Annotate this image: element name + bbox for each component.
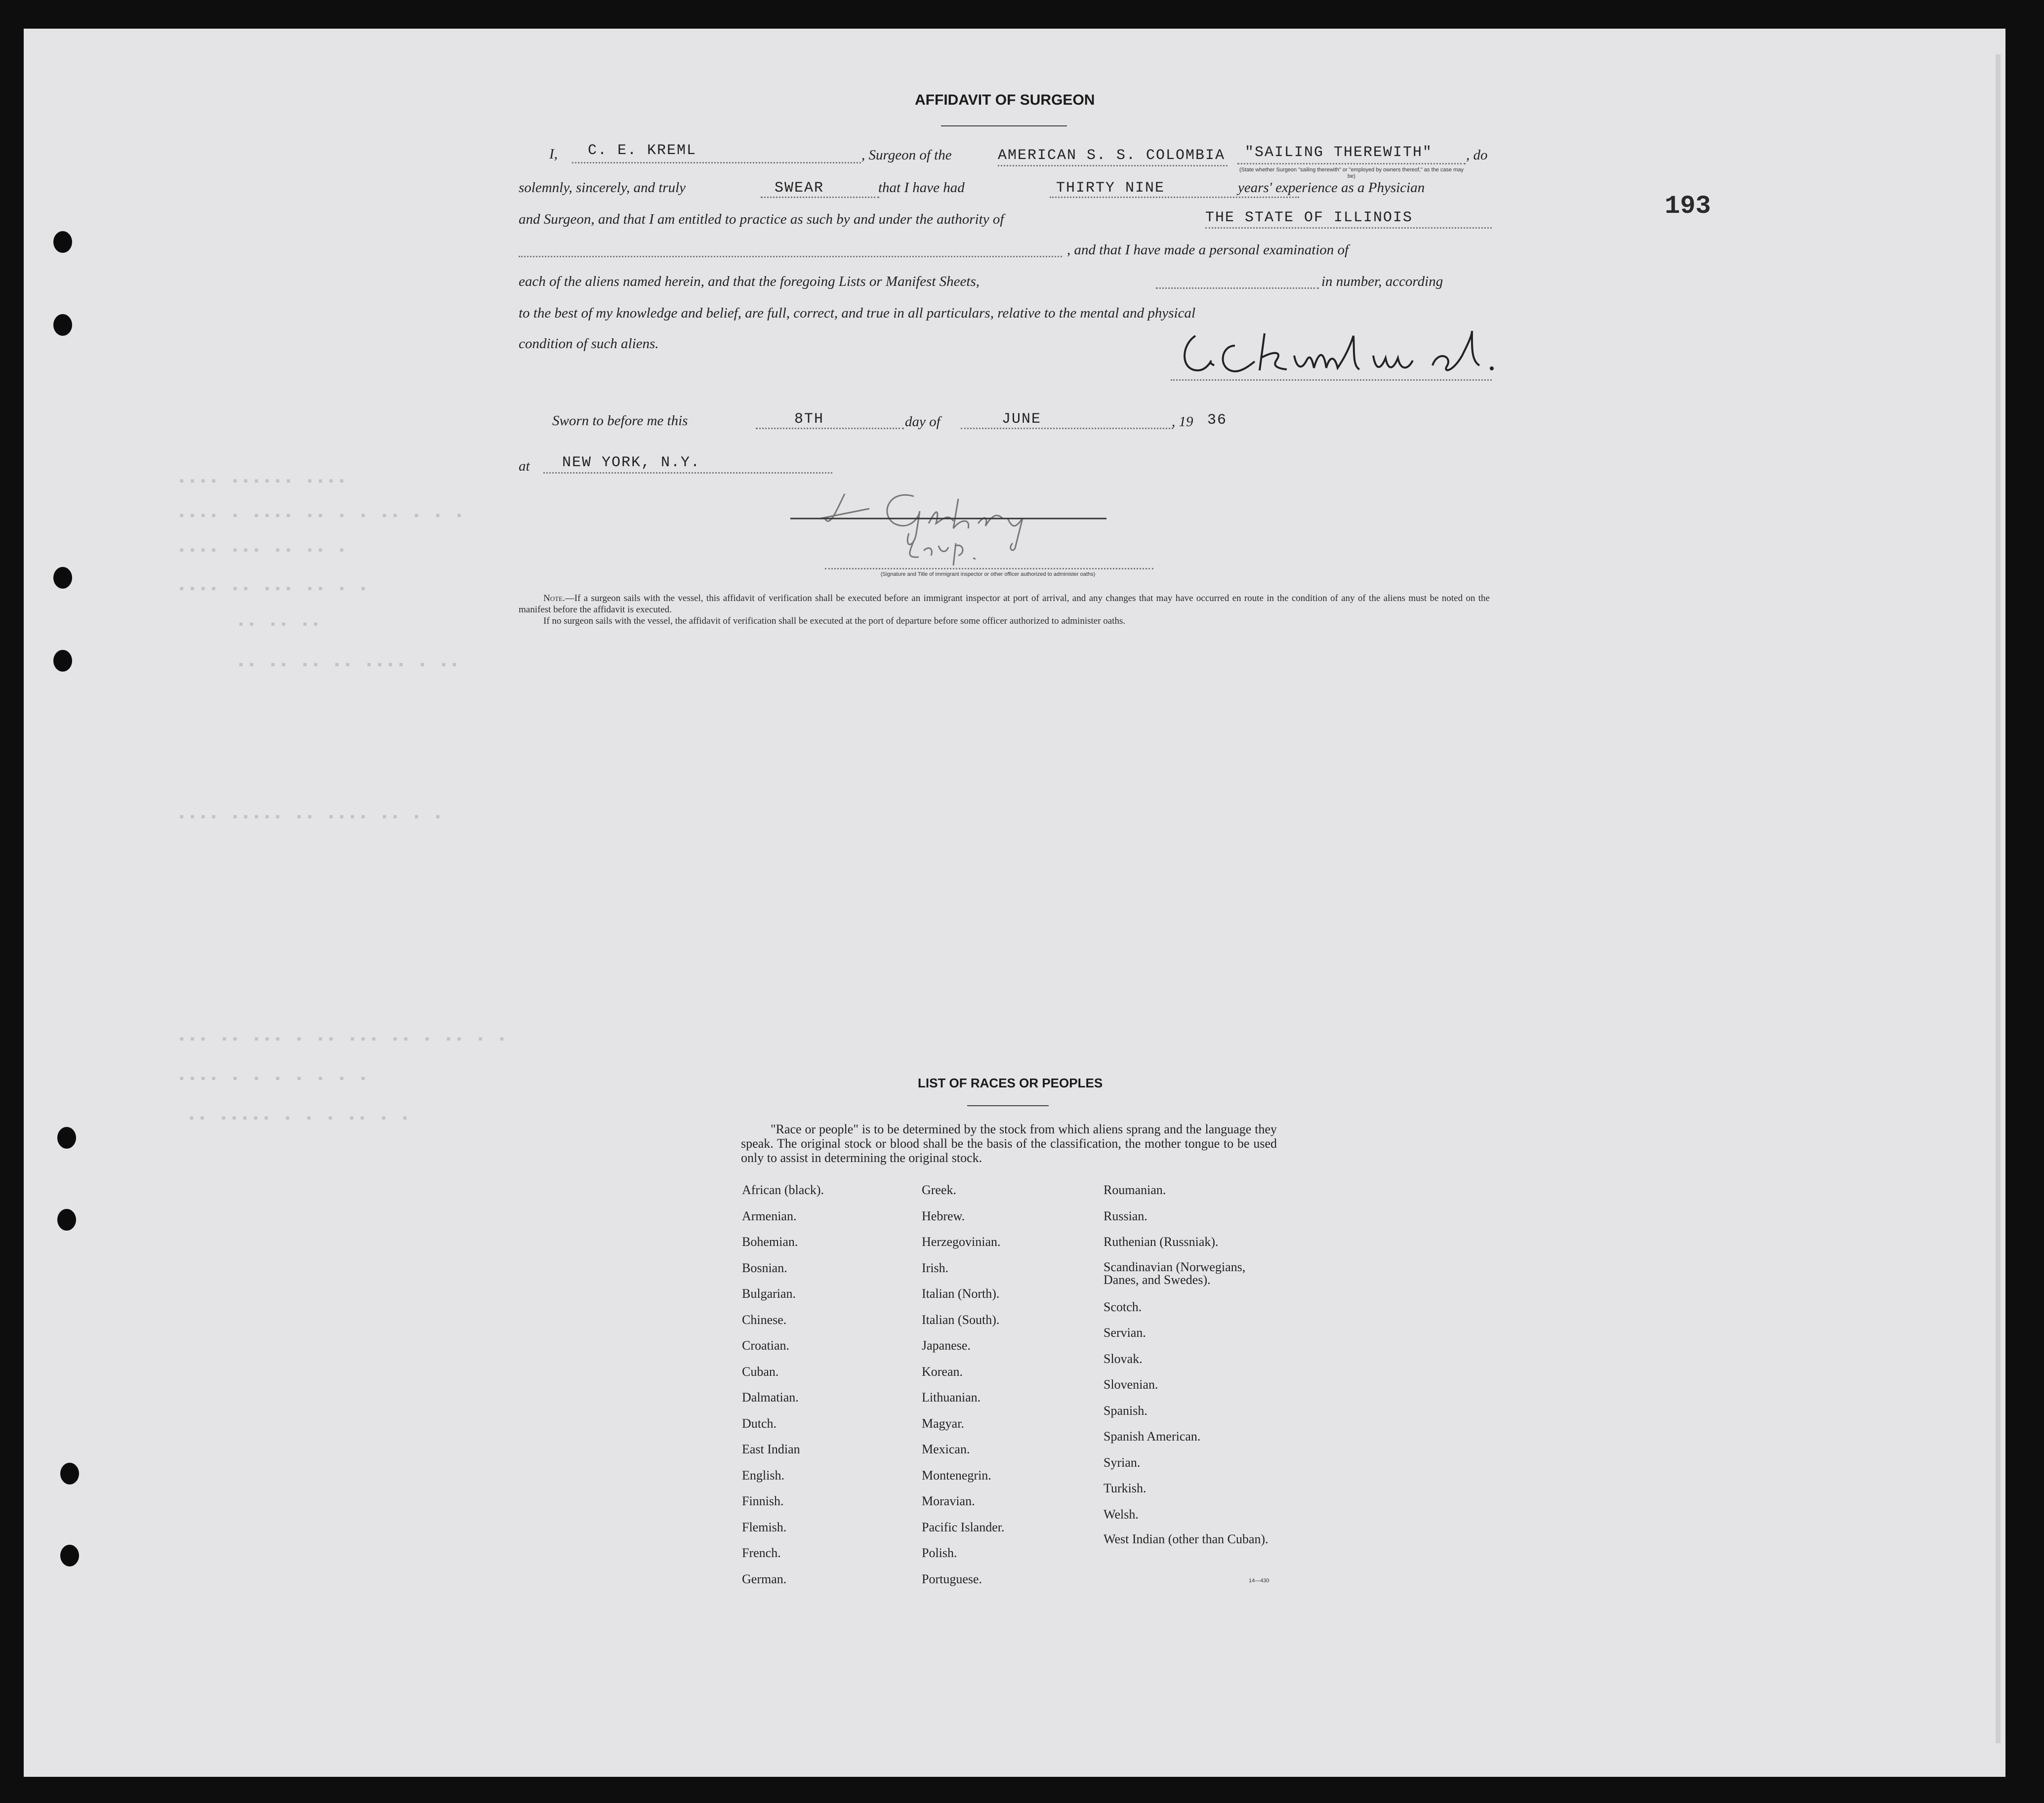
sworn-month: JUNE (1002, 411, 1042, 428)
binder-hole (53, 314, 72, 336)
affidavit-text: that I have had (878, 180, 965, 196)
fill-line (572, 162, 861, 163)
affidavit-text: in number, according (1321, 274, 1443, 289)
race-entry: Bulgarian. (742, 1286, 796, 1301)
race-entry: Croatian. (742, 1338, 790, 1353)
race-entry: East Indian (742, 1442, 800, 1456)
race-entry: Dalmatian. (742, 1390, 799, 1404)
bleed-through-text: ▪▪ ▪▪ ▪▪ ▪▪ ▪▪▪▪ ▪ ▪▪ (237, 658, 461, 673)
race-entry: Russian. (1104, 1208, 1147, 1223)
race-entry: Chinese. (742, 1312, 787, 1327)
fill-line (998, 165, 1227, 166)
race-entry: English. (742, 1468, 784, 1482)
affidavit-text: , do (1466, 147, 1488, 163)
fill-line (1156, 287, 1319, 289)
race-entry: Servian. (1104, 1325, 1146, 1340)
race-entry: Armenian. (742, 1208, 797, 1223)
note-label: Note. (543, 593, 565, 603)
affidavit-text: condition of such aliens. (519, 336, 659, 352)
binder-hole (53, 231, 72, 253)
manifest-sheet (24, 29, 2005, 1777)
race-entry: Spanish. (1104, 1403, 1147, 1418)
sworn-day: 8TH (794, 411, 824, 428)
race-entry: Dutch. (742, 1416, 777, 1431)
race-entry: Welsh. (1104, 1507, 1139, 1522)
affidavit-text: to the best of my knowledge and belief, are full, correct, and true in all particulars, relative to the mental and physical (519, 305, 1196, 321)
sworn-text: Sworn to before me this (552, 413, 688, 429)
affidavit-title: AFFIDAVIT OF SURGEON (915, 92, 1095, 108)
race-entry: Irish. (922, 1260, 949, 1275)
race-entry: Greek. (922, 1183, 957, 1197)
fill-line (1205, 227, 1492, 229)
page-number: 193 (1665, 192, 1711, 221)
fill-line (519, 256, 1062, 257)
oath-type: SWEAR (775, 180, 824, 197)
binder-hole (53, 567, 72, 589)
race-entry: Ruthenian (Russniak). (1104, 1235, 1219, 1249)
affidavit-note (519, 593, 1490, 627)
race-entry: Japanese. (922, 1338, 971, 1353)
races-intro: "Race or people" is to be determined by the stock from which aliens sprang and the language they speak. The original stock or blood shall be the basis of the classification, the mother tongue to be used only to assist in determining the original stock. (741, 1122, 1277, 1165)
fill-line (1237, 163, 1466, 164)
races-column-3 (1104, 1183, 1281, 1572)
race-entry: Magyar. (922, 1416, 964, 1431)
race-entry: Italian (North). (922, 1286, 1000, 1301)
bleed-through-text: ▪▪ ▪▪ ▪▪ (237, 617, 323, 632)
race-entry: Roumanian. (1104, 1183, 1166, 1197)
inspector-signature (790, 484, 1106, 568)
signature-line (1171, 379, 1492, 381)
races-column-1 (742, 1183, 824, 1598)
affidavit-text: years' experience as a Physician (1238, 180, 1425, 196)
race-entry: Portuguese. (922, 1571, 982, 1586)
race-entry: Scandinavian (Norwegians, Danes, and Swedes). (1104, 1259, 1246, 1287)
fill-line (961, 428, 1173, 429)
affidavit-text: , and that I have made a personal examination of (1067, 242, 1349, 258)
bleed-through-text: ▪▪▪▪ ▪▪▪▪▪ ▪▪ ▪▪▪▪ ▪▪ ▪ ▪ (178, 810, 445, 825)
bleed-through-text: ▪▪▪▪ ▪ ▪ ▪ ▪ ▪ ▪ ▪ (178, 1072, 370, 1086)
sworn-text: day of (905, 414, 940, 430)
note-text-1: —If a surgeon sails with the vessel, this affidavit of verification shall be executed before an immigrant inspector at port of arrival, and any changes that may have occurred en route in the condition of any of the aliens must be noted on the manifest before the affidavit is executed. (519, 593, 1490, 615)
race-entry: Slovenian. (1104, 1377, 1158, 1392)
race-entry: Herzegovinian. (922, 1235, 1001, 1249)
bleed-through-text: ▪▪▪▪ ▪▪▪▪▪▪ ▪▪▪▪ (178, 474, 349, 489)
bleed-through-text: ▪▪▪▪ ▪▪▪ ▪▪ ▪▪ ▪ (178, 543, 349, 558)
vessel-name: AMERICAN S. S. COLOMBIA (998, 147, 1226, 164)
fill-line (543, 472, 832, 474)
race-entry: West Indian (other than Cuban). (1104, 1532, 1268, 1546)
capacity-caption: (State whether Surgeon "sailing therewith" or "employed by owners thereof," as the case may be) (1239, 167, 1464, 179)
licensing-authority: THE STATE OF ILLINOIS (1205, 209, 1413, 226)
race-entry: Spanish American. (1104, 1429, 1201, 1443)
race-entry: Italian (South). (922, 1312, 1000, 1327)
surgeon-signature (1176, 316, 1512, 380)
bleed-through-text: ▪▪▪ ▪▪ ▪▪▪ ▪ ▪▪ ▪▪▪ ▪▪ ▪ ▪▪ ▪ ▪ (178, 1032, 509, 1047)
form-code: 14—430 (1249, 1578, 1269, 1584)
race-entry: Mexican. (922, 1442, 970, 1456)
races-title: LIST OF RACES OR PEOPLES (918, 1076, 1103, 1090)
race-entry: Polish. (922, 1546, 957, 1560)
years-experience: THIRTY NINE (1056, 180, 1165, 197)
sheet-edge (1996, 54, 2001, 1743)
affidavit-text: each of the aliens named herein, and that the foregoing Lists or Manifest Sheets, (519, 274, 980, 289)
note-text-2: If no surgeon sails with the vessel, the affidavit of verification shall be executed at the port of departure before some officer authorized to administer oaths. (543, 616, 1126, 626)
sworn-text: , 19 (1172, 414, 1193, 430)
signature-line (825, 568, 1153, 569)
race-entry: Flemish. (742, 1520, 787, 1534)
surgeon-capacity: "SAILING THEREWITH" (1245, 144, 1433, 161)
race-entry: Moravian. (922, 1494, 975, 1508)
race-entry: Finnish. (742, 1494, 784, 1508)
race-entry: Turkish. (1104, 1481, 1146, 1495)
bleed-through-text: ▪▪▪▪ ▪ ▪▪▪▪ ▪▪ ▪ ▪ ▪▪ ▪ ▪ ▪ (178, 509, 466, 523)
binder-hole (57, 1209, 76, 1231)
race-entry: Syrian. (1104, 1455, 1141, 1470)
affidavit-text: , Surgeon of the (861, 147, 952, 163)
race-entry: African (black). (742, 1183, 824, 1197)
bleed-through-text: ▪▪ ▪▪▪▪▪ ▪ ▪ ▪ ▪▪ ▪ ▪ (188, 1111, 412, 1126)
race-entry: Bosnian. (742, 1260, 787, 1275)
affidavit-text: and Surgeon, and that I am entitled to practice as such by and under the authority of (519, 211, 1004, 227)
binder-hole (60, 1545, 79, 1566)
races-title-underline (967, 1105, 1049, 1106)
race-entry: Hebrew. (922, 1208, 965, 1223)
fill-line (761, 197, 879, 198)
race-entry: Korean. (922, 1364, 963, 1379)
binder-hole (60, 1463, 79, 1484)
place-prefix: at (519, 458, 530, 474)
race-entry: Pacific Islander. (922, 1520, 1005, 1534)
race-entry: Lithuanian. (922, 1390, 981, 1404)
signature-caption: (Signature and Title of immigrant inspector or other officer authorized to administer oaths) (880, 571, 1096, 577)
race-entry: Slovak. (1104, 1351, 1143, 1366)
affidavit-text: solemnly, sincerely, and truly (519, 180, 686, 196)
races-column-2 (922, 1183, 1005, 1598)
sworn-year: 36 (1207, 412, 1227, 429)
affidavit-prefix: I, (549, 146, 558, 162)
race-entry: French. (742, 1546, 781, 1560)
race-entry: Cuban. (742, 1364, 779, 1379)
place-value: NEW YORK, N.Y. (562, 454, 701, 471)
fill-line (1050, 197, 1299, 198)
race-entry: Scotch. (1104, 1299, 1142, 1314)
surgeon-name: C. E. KREML (588, 142, 697, 159)
fill-line (756, 428, 904, 429)
bleed-through-text: ▪▪▪▪ ▪▪ ▪▪▪ ▪▪ ▪ ▪ (178, 582, 370, 597)
binder-hole (57, 1127, 76, 1149)
title-underline (941, 125, 1067, 126)
race-entry: Montenegrin. (922, 1468, 991, 1482)
race-entry: German. (742, 1571, 787, 1586)
race-entry: Bohemian. (742, 1235, 798, 1249)
binder-hole (53, 650, 72, 672)
